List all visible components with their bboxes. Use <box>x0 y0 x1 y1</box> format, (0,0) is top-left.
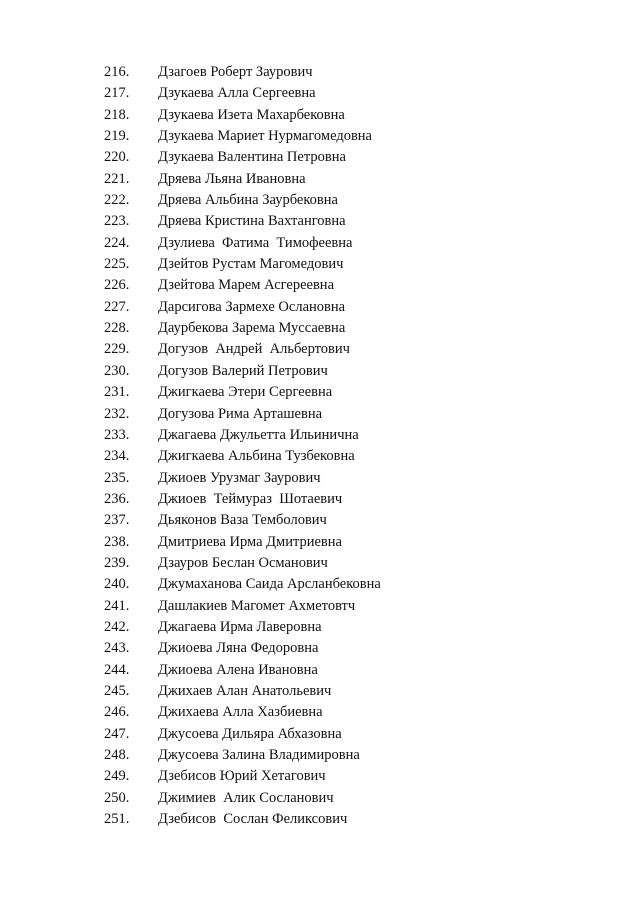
entry-number: 240. <box>104 576 130 593</box>
entry-number: 243. <box>104 640 130 657</box>
list-item <box>0 339 640 360</box>
entry-name: Джиоева Ляна Федоровна <box>158 640 319 657</box>
entry-number: 226. <box>104 277 130 294</box>
list-item <box>0 638 640 659</box>
entry-number: 224. <box>104 234 130 251</box>
entry-name: Дзукаева Валентина Петровна <box>158 149 346 166</box>
entry-name: Дзулиева Фатима Тимофеевна <box>158 234 353 251</box>
entry-number: 232. <box>104 405 130 422</box>
list-item <box>0 275 640 296</box>
entry-number: 223. <box>104 213 130 230</box>
entry-name: Дзауров Беслан Османович <box>158 554 328 571</box>
list-item <box>0 745 640 766</box>
list-item <box>0 446 640 467</box>
entry-name: Дзукаева Изета Махарбековна <box>158 106 345 123</box>
entry-name: Догузов Валерий Петрович <box>158 362 328 379</box>
list-item <box>0 596 640 617</box>
entry-name: Дарсигова Зармехе Ослановна <box>158 298 346 315</box>
entry-name: Догузов Андрей Альбертович <box>158 341 350 358</box>
list-item <box>0 766 640 787</box>
entry-name: Джиоева Алена Ивановна <box>158 661 318 678</box>
list-item <box>0 233 640 254</box>
entry-name: Дзукаева Мариет Нурмагомедовна <box>158 128 372 145</box>
entry-number: 236. <box>104 490 130 507</box>
entry-name: Дряева Кристина Вахтанговна <box>158 213 346 230</box>
entry-number: 227. <box>104 298 130 315</box>
entry-number: 246. <box>104 704 130 721</box>
entry-number: 250. <box>104 789 130 806</box>
entry-number: 216. <box>104 64 130 80</box>
entry-number: 220. <box>104 149 130 166</box>
list-item <box>0 788 640 809</box>
entry-name: Дзебисов Юрий Хетагович <box>158 768 326 785</box>
entry-number: 245. <box>104 682 130 699</box>
list-item <box>0 62 640 83</box>
entry-name: Догузова Рима Арташевна <box>158 405 323 422</box>
entry-number: 222. <box>104 192 130 209</box>
entry-number: 221. <box>104 170 130 187</box>
entry-name: Даурбекова Зарема Муссаевна <box>158 320 346 337</box>
entry-name: Джагаева Джульетта Ильинична <box>158 426 359 443</box>
entry-name: Джигкаева Этери Сергеевна <box>158 384 333 401</box>
list-item <box>0 553 640 574</box>
entry-name: Джихаева Алла Хазбиевна <box>158 704 323 721</box>
list-item <box>0 297 640 318</box>
list-item <box>0 83 640 104</box>
entry-name: Джигкаева Альбина Тузбековна <box>158 448 355 465</box>
entry-name: Дзагоев Роберт Заурович <box>158 64 313 80</box>
list-item <box>0 809 640 830</box>
list-item <box>0 254 640 275</box>
entry-number: 218. <box>104 106 130 123</box>
entry-number: 231. <box>104 384 130 401</box>
entry-name: Джиоев Теймураз Шотаевич <box>158 490 343 507</box>
entry-number: 233. <box>104 426 130 443</box>
list-item <box>0 702 640 723</box>
entry-number: 229. <box>104 341 130 358</box>
entry-number: 248. <box>104 747 130 763</box>
list-item <box>0 211 640 232</box>
list-item <box>0 532 640 553</box>
entry-name: Дзейтов Рустам Магомедович <box>158 256 344 273</box>
list-item <box>0 468 640 489</box>
entry-name: Джагаева Ирма Лаверовна <box>158 618 322 635</box>
list-item <box>0 147 640 168</box>
entry-number: 237. <box>104 512 130 529</box>
entry-name: Джусоева Дильяра Абхазовна <box>158 725 342 742</box>
list-item <box>0 574 640 595</box>
entry-number: 238. <box>104 533 130 550</box>
entry-name: Дмитриева Ирма Дмитриевна <box>158 533 342 550</box>
entry-number: 241. <box>104 597 130 614</box>
entry-name: Джихаев Алан Анатольевич <box>158 682 332 699</box>
entry-number: 247. <box>104 725 130 742</box>
name-list <box>0 62 640 830</box>
list-item <box>0 105 640 126</box>
entry-number: 244. <box>104 661 130 678</box>
entry-number: 242. <box>104 618 130 635</box>
list-item <box>0 382 640 403</box>
entry-number: 225. <box>104 256 130 273</box>
list-item <box>0 404 640 425</box>
entry-number: 217. <box>104 85 130 102</box>
entry-name: Дряева Льяна Ивановна <box>158 170 306 187</box>
list-item <box>0 660 640 681</box>
entry-number: 230. <box>104 362 130 379</box>
list-item <box>0 126 640 147</box>
entry-name: Дзукаева Алла Сергеевна <box>158 85 316 102</box>
list-item <box>0 510 640 531</box>
entry-name: Джиоев Урузмаг Заурович <box>158 469 321 486</box>
list-item <box>0 617 640 638</box>
entry-number: 249. <box>104 768 130 785</box>
entry-name: Джусоева Залина Владимировна <box>158 747 360 763</box>
list-item <box>0 190 640 211</box>
entry-name: Джимиев Алик Сосланович <box>158 789 334 806</box>
entry-name: Дьяконов Ваза Темболович <box>158 512 327 529</box>
entry-number: 239. <box>104 554 130 571</box>
list-item <box>0 681 640 702</box>
list-item <box>0 361 640 382</box>
entry-number: 235. <box>104 469 130 486</box>
list-item <box>0 489 640 510</box>
entry-number: 228. <box>104 320 130 337</box>
list-item <box>0 318 640 339</box>
entry-number: 234. <box>104 448 130 465</box>
list-item <box>0 425 640 446</box>
list-item <box>0 169 640 190</box>
list-item <box>0 724 640 745</box>
entry-name: Дзейтова Марем Асгереевна <box>158 277 335 294</box>
entry-number: 219. <box>104 128 130 145</box>
entry-name: Джумаханова Саида Арсланбековна <box>158 576 381 593</box>
entry-name: Дзебисов Сослан Феликсович <box>158 811 348 828</box>
entry-name: Дашлакиев Магомет Ахметовтч <box>158 597 356 614</box>
entry-name: Дряева Альбина Заурбековна <box>158 192 338 209</box>
entry-number: 251. <box>104 811 130 828</box>
